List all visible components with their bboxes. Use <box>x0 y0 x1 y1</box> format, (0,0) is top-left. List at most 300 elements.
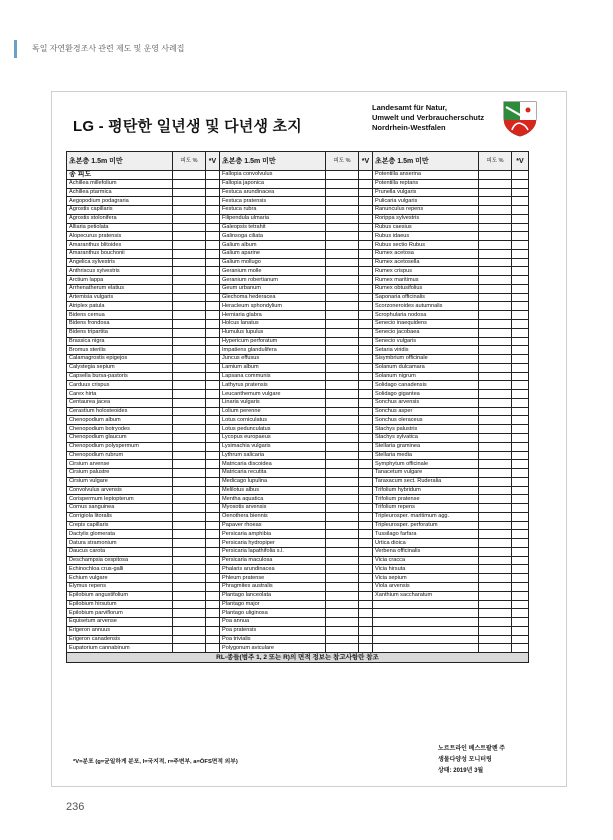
distribution-cell[interactable] <box>206 223 220 232</box>
distribution-cell[interactable] <box>512 337 529 346</box>
cover-cell[interactable] <box>479 179 512 188</box>
cover-cell[interactable] <box>479 311 512 320</box>
distribution-cell[interactable] <box>206 346 220 355</box>
cover-cell[interactable] <box>326 355 359 364</box>
cover-cell[interactable] <box>479 223 512 232</box>
cover-cell[interactable] <box>326 442 359 451</box>
cover-cell[interactable] <box>173 495 206 504</box>
cover-cell[interactable] <box>479 258 512 267</box>
distribution-cell[interactable] <box>359 600 373 609</box>
distribution-cell[interactable] <box>359 556 373 565</box>
cover-cell[interactable] <box>479 565 512 574</box>
cover-cell[interactable] <box>326 565 359 574</box>
cover-cell[interactable] <box>479 495 512 504</box>
distribution-cell[interactable] <box>206 416 220 425</box>
cover-cell[interactable] <box>326 407 359 416</box>
distribution-cell[interactable] <box>512 214 529 223</box>
distribution-cell[interactable] <box>359 626 373 635</box>
cover-cell[interactable] <box>479 188 512 197</box>
cover-cell[interactable] <box>326 311 359 320</box>
cover-cell[interactable] <box>479 626 512 635</box>
distribution-cell[interactable] <box>512 398 529 407</box>
cover-cell[interactable] <box>479 249 512 258</box>
cover-cell[interactable] <box>326 644 359 653</box>
cover-cell[interactable] <box>326 390 359 399</box>
cover-cell[interactable] <box>479 372 512 381</box>
distribution-cell[interactable] <box>512 600 529 609</box>
cover-cell[interactable] <box>173 179 206 188</box>
cover-cell[interactable] <box>479 276 512 285</box>
distribution-cell[interactable] <box>512 644 529 653</box>
distribution-cell[interactable] <box>206 547 220 556</box>
cover-cell[interactable] <box>326 626 359 635</box>
distribution-cell[interactable] <box>512 442 529 451</box>
distribution-cell[interactable] <box>512 320 529 329</box>
cover-cell[interactable] <box>326 363 359 372</box>
distribution-cell[interactable] <box>359 390 373 399</box>
distribution-cell[interactable] <box>206 258 220 267</box>
distribution-cell[interactable] <box>512 635 529 644</box>
distribution-cell[interactable] <box>206 442 220 451</box>
cover-cell[interactable] <box>479 582 512 591</box>
cover-cell[interactable] <box>173 591 206 600</box>
cover-cell[interactable] <box>479 486 512 495</box>
distribution-cell[interactable] <box>359 232 373 241</box>
cover-cell[interactable] <box>479 512 512 521</box>
distribution-cell[interactable] <box>206 381 220 390</box>
cover-cell[interactable] <box>479 197 512 206</box>
cover-cell[interactable] <box>173 284 206 293</box>
distribution-cell[interactable] <box>512 206 529 215</box>
cover-cell[interactable] <box>173 477 206 486</box>
cover-cell[interactable] <box>173 188 206 197</box>
distribution-cell[interactable] <box>206 477 220 486</box>
distribution-cell[interactable] <box>359 328 373 337</box>
distribution-cell[interactable] <box>206 363 220 372</box>
cover-cell[interactable] <box>173 626 206 635</box>
distribution-cell[interactable] <box>359 223 373 232</box>
cover-cell[interactable] <box>326 241 359 250</box>
distribution-cell[interactable] <box>512 328 529 337</box>
cover-cell[interactable] <box>326 337 359 346</box>
distribution-cell[interactable] <box>359 214 373 223</box>
cover-cell[interactable] <box>326 381 359 390</box>
distribution-cell[interactable] <box>512 425 529 434</box>
cover-cell[interactable] <box>326 477 359 486</box>
cover-cell[interactable] <box>173 241 206 250</box>
cover-cell[interactable] <box>173 460 206 469</box>
cover-cell[interactable] <box>173 346 206 355</box>
distribution-cell[interactable] <box>206 407 220 416</box>
distribution-cell[interactable] <box>206 372 220 381</box>
cover-cell[interactable] <box>173 249 206 258</box>
cover-cell[interactable] <box>479 381 512 390</box>
distribution-cell[interactable] <box>206 582 220 591</box>
distribution-cell[interactable] <box>512 390 529 399</box>
distribution-cell[interactable] <box>206 293 220 302</box>
cover-cell[interactable] <box>479 556 512 565</box>
distribution-cell[interactable] <box>359 372 373 381</box>
distribution-cell[interactable] <box>359 355 373 364</box>
distribution-cell[interactable] <box>512 284 529 293</box>
cover-cell[interactable] <box>326 618 359 627</box>
distribution-cell[interactable] <box>512 381 529 390</box>
distribution-cell[interactable] <box>512 179 529 188</box>
distribution-cell[interactable] <box>206 337 220 346</box>
distribution-cell[interactable] <box>512 363 529 372</box>
distribution-cell[interactable] <box>206 451 220 460</box>
distribution-cell[interactable] <box>512 346 529 355</box>
distribution-cell[interactable] <box>206 390 220 399</box>
cover-cell[interactable] <box>326 600 359 609</box>
distribution-cell[interactable] <box>359 416 373 425</box>
cover-cell[interactable] <box>173 206 206 215</box>
cover-cell[interactable] <box>173 407 206 416</box>
cover-cell[interactable] <box>173 232 206 241</box>
distribution-cell[interactable] <box>359 530 373 539</box>
distribution-cell[interactable] <box>206 328 220 337</box>
cover-cell[interactable] <box>326 469 359 478</box>
cover-cell[interactable] <box>326 425 359 434</box>
distribution-cell[interactable] <box>512 293 529 302</box>
cover-cell[interactable] <box>173 328 206 337</box>
cover-cell[interactable] <box>326 320 359 329</box>
cover-cell[interactable] <box>326 179 359 188</box>
cover-cell[interactable] <box>479 407 512 416</box>
distribution-cell[interactable] <box>206 171 220 180</box>
distribution-cell[interactable] <box>206 469 220 478</box>
cover-cell[interactable] <box>326 197 359 206</box>
distribution-cell[interactable] <box>359 206 373 215</box>
cover-cell[interactable] <box>173 337 206 346</box>
distribution-cell[interactable] <box>512 267 529 276</box>
distribution-cell[interactable] <box>512 249 529 258</box>
distribution-cell[interactable] <box>359 179 373 188</box>
distribution-cell[interactable] <box>512 355 529 364</box>
distribution-cell[interactable] <box>512 372 529 381</box>
distribution-cell[interactable] <box>359 495 373 504</box>
cover-cell[interactable] <box>326 214 359 223</box>
distribution-cell[interactable] <box>512 504 529 513</box>
distribution-cell[interactable] <box>512 258 529 267</box>
cover-cell[interactable] <box>173 469 206 478</box>
distribution-cell[interactable] <box>359 521 373 530</box>
distribution-cell[interactable] <box>206 495 220 504</box>
distribution-cell[interactable] <box>206 249 220 258</box>
distribution-cell[interactable] <box>512 188 529 197</box>
distribution-cell[interactable] <box>512 302 529 311</box>
cover-cell[interactable] <box>173 644 206 653</box>
distribution-cell[interactable] <box>359 337 373 346</box>
distribution-cell[interactable] <box>512 626 529 635</box>
distribution-cell[interactable] <box>206 530 220 539</box>
distribution-cell[interactable] <box>512 591 529 600</box>
cover-cell[interactable] <box>326 372 359 381</box>
cover-cell[interactable] <box>326 232 359 241</box>
cover-cell[interactable] <box>479 644 512 653</box>
distribution-cell[interactable] <box>359 425 373 434</box>
cover-cell[interactable] <box>326 574 359 583</box>
cover-cell[interactable] <box>173 433 206 442</box>
distribution-cell[interactable] <box>206 618 220 627</box>
distribution-cell[interactable] <box>512 530 529 539</box>
cover-cell[interactable] <box>479 591 512 600</box>
cover-cell[interactable] <box>479 530 512 539</box>
cover-cell[interactable] <box>479 618 512 627</box>
cover-cell[interactable] <box>326 512 359 521</box>
cover-cell[interactable] <box>326 486 359 495</box>
cover-cell[interactable] <box>479 477 512 486</box>
distribution-cell[interactable] <box>206 609 220 618</box>
distribution-cell[interactable] <box>206 284 220 293</box>
cover-cell[interactable] <box>479 433 512 442</box>
cover-cell[interactable] <box>326 495 359 504</box>
distribution-cell[interactable] <box>206 179 220 188</box>
cover-cell[interactable] <box>173 512 206 521</box>
distribution-cell[interactable] <box>359 398 373 407</box>
cover-cell[interactable] <box>479 547 512 556</box>
cover-cell[interactable] <box>173 171 206 180</box>
distribution-cell[interactable] <box>512 547 529 556</box>
distribution-cell[interactable] <box>206 276 220 285</box>
distribution-cell[interactable] <box>359 442 373 451</box>
cover-cell[interactable] <box>326 328 359 337</box>
distribution-cell[interactable] <box>206 320 220 329</box>
distribution-cell[interactable] <box>359 635 373 644</box>
cover-cell[interactable] <box>479 390 512 399</box>
cover-cell[interactable] <box>479 539 512 548</box>
distribution-cell[interactable] <box>359 565 373 574</box>
distribution-cell[interactable] <box>206 433 220 442</box>
cover-cell[interactable] <box>479 469 512 478</box>
distribution-cell[interactable] <box>512 512 529 521</box>
cover-cell[interactable] <box>326 591 359 600</box>
distribution-cell[interactable] <box>359 582 373 591</box>
distribution-cell[interactable] <box>206 574 220 583</box>
cover-cell[interactable] <box>479 600 512 609</box>
distribution-cell[interactable] <box>206 206 220 215</box>
cover-cell[interactable] <box>326 635 359 644</box>
cover-cell[interactable] <box>326 223 359 232</box>
distribution-cell[interactable] <box>359 284 373 293</box>
cover-cell[interactable] <box>326 582 359 591</box>
distribution-cell[interactable] <box>512 574 529 583</box>
distribution-cell[interactable] <box>359 618 373 627</box>
cover-cell[interactable] <box>479 328 512 337</box>
distribution-cell[interactable] <box>359 381 373 390</box>
distribution-cell[interactable] <box>206 188 220 197</box>
cover-cell[interactable] <box>173 547 206 556</box>
cover-cell[interactable] <box>173 276 206 285</box>
cover-cell[interactable] <box>173 320 206 329</box>
cover-cell[interactable] <box>326 451 359 460</box>
cover-cell[interactable] <box>173 372 206 381</box>
distribution-cell[interactable] <box>359 644 373 653</box>
distribution-cell[interactable] <box>206 565 220 574</box>
cover-cell[interactable] <box>173 504 206 513</box>
distribution-cell[interactable] <box>206 355 220 364</box>
cover-cell[interactable] <box>326 504 359 513</box>
distribution-cell[interactable] <box>359 293 373 302</box>
cover-cell[interactable] <box>479 241 512 250</box>
distribution-cell[interactable] <box>206 635 220 644</box>
cover-cell[interactable] <box>173 390 206 399</box>
distribution-cell[interactable] <box>359 363 373 372</box>
cover-cell[interactable] <box>173 600 206 609</box>
cover-cell[interactable] <box>479 267 512 276</box>
cover-cell[interactable] <box>173 565 206 574</box>
distribution-cell[interactable] <box>359 451 373 460</box>
cover-cell[interactable] <box>326 416 359 425</box>
distribution-cell[interactable] <box>206 460 220 469</box>
distribution-cell[interactable] <box>512 433 529 442</box>
cover-cell[interactable] <box>479 355 512 364</box>
cover-cell[interactable] <box>479 284 512 293</box>
distribution-cell[interactable] <box>359 346 373 355</box>
distribution-cell[interactable] <box>206 539 220 548</box>
cover-cell[interactable] <box>326 547 359 556</box>
distribution-cell[interactable] <box>359 512 373 521</box>
distribution-cell[interactable] <box>359 249 373 258</box>
cover-cell[interactable] <box>479 232 512 241</box>
distribution-cell[interactable] <box>359 547 373 556</box>
cover-cell[interactable] <box>479 302 512 311</box>
cover-cell[interactable] <box>326 293 359 302</box>
cover-cell[interactable] <box>326 521 359 530</box>
cover-cell[interactable] <box>479 635 512 644</box>
distribution-cell[interactable] <box>206 398 220 407</box>
distribution-cell[interactable] <box>359 197 373 206</box>
cover-cell[interactable] <box>173 556 206 565</box>
distribution-cell[interactable] <box>512 171 529 180</box>
cover-cell[interactable] <box>173 293 206 302</box>
cover-cell[interactable] <box>479 398 512 407</box>
distribution-cell[interactable] <box>206 232 220 241</box>
distribution-cell[interactable] <box>512 241 529 250</box>
distribution-cell[interactable] <box>512 539 529 548</box>
cover-cell[interactable] <box>173 425 206 434</box>
cover-cell[interactable] <box>479 460 512 469</box>
distribution-cell[interactable] <box>512 477 529 486</box>
cover-cell[interactable] <box>479 442 512 451</box>
distribution-cell[interactable] <box>512 565 529 574</box>
distribution-cell[interactable] <box>206 311 220 320</box>
cover-cell[interactable] <box>173 311 206 320</box>
cover-cell[interactable] <box>173 223 206 232</box>
distribution-cell[interactable] <box>206 302 220 311</box>
cover-cell[interactable] <box>173 574 206 583</box>
distribution-cell[interactable] <box>359 486 373 495</box>
cover-cell[interactable] <box>326 249 359 258</box>
distribution-cell[interactable] <box>359 469 373 478</box>
distribution-cell[interactable] <box>359 276 373 285</box>
distribution-cell[interactable] <box>359 267 373 276</box>
cover-cell[interactable] <box>479 171 512 180</box>
distribution-cell[interactable] <box>206 591 220 600</box>
distribution-cell[interactable] <box>512 197 529 206</box>
distribution-cell[interactable] <box>359 609 373 618</box>
cover-cell[interactable] <box>173 363 206 372</box>
cover-cell[interactable] <box>173 267 206 276</box>
distribution-cell[interactable] <box>206 644 220 653</box>
cover-cell[interactable] <box>479 214 512 223</box>
cover-cell[interactable] <box>173 582 206 591</box>
distribution-cell[interactable] <box>206 504 220 513</box>
cover-cell[interactable] <box>479 206 512 215</box>
cover-cell[interactable] <box>173 442 206 451</box>
cover-cell[interactable] <box>326 398 359 407</box>
cover-cell[interactable] <box>326 258 359 267</box>
cover-cell[interactable] <box>326 206 359 215</box>
cover-cell[interactable] <box>173 214 206 223</box>
distribution-cell[interactable] <box>206 521 220 530</box>
distribution-cell[interactable] <box>206 214 220 223</box>
distribution-cell[interactable] <box>359 591 373 600</box>
distribution-cell[interactable] <box>359 188 373 197</box>
distribution-cell[interactable] <box>512 451 529 460</box>
cover-cell[interactable] <box>173 416 206 425</box>
cover-cell[interactable] <box>173 635 206 644</box>
cover-cell[interactable] <box>173 521 206 530</box>
distribution-cell[interactable] <box>512 618 529 627</box>
cover-cell[interactable] <box>479 425 512 434</box>
cover-cell[interactable] <box>326 530 359 539</box>
cover-cell[interactable] <box>479 337 512 346</box>
distribution-cell[interactable] <box>359 504 373 513</box>
cover-cell[interactable] <box>479 320 512 329</box>
distribution-cell[interactable] <box>512 460 529 469</box>
distribution-cell[interactable] <box>359 320 373 329</box>
distribution-cell[interactable] <box>512 495 529 504</box>
distribution-cell[interactable] <box>512 469 529 478</box>
distribution-cell[interactable] <box>512 556 529 565</box>
distribution-cell[interactable] <box>512 521 529 530</box>
cover-cell[interactable] <box>173 258 206 267</box>
cover-cell[interactable] <box>173 381 206 390</box>
cover-cell[interactable] <box>479 521 512 530</box>
distribution-cell[interactable] <box>359 574 373 583</box>
distribution-cell[interactable] <box>359 302 373 311</box>
distribution-cell[interactable] <box>512 311 529 320</box>
cover-cell[interactable] <box>479 416 512 425</box>
distribution-cell[interactable] <box>512 232 529 241</box>
cover-cell[interactable] <box>326 346 359 355</box>
distribution-cell[interactable] <box>359 311 373 320</box>
cover-cell[interactable] <box>326 188 359 197</box>
cover-cell[interactable] <box>173 398 206 407</box>
distribution-cell[interactable] <box>359 258 373 267</box>
cover-cell[interactable] <box>479 363 512 372</box>
distribution-cell[interactable] <box>206 600 220 609</box>
cover-cell[interactable] <box>173 197 206 206</box>
cover-cell[interactable] <box>479 504 512 513</box>
cover-cell[interactable] <box>479 609 512 618</box>
cover-cell[interactable] <box>326 171 359 180</box>
cover-cell[interactable] <box>173 355 206 364</box>
distribution-cell[interactable] <box>512 582 529 591</box>
distribution-cell[interactable] <box>359 171 373 180</box>
cover-cell[interactable] <box>173 609 206 618</box>
cover-cell[interactable] <box>326 302 359 311</box>
cover-cell[interactable] <box>173 530 206 539</box>
distribution-cell[interactable] <box>512 407 529 416</box>
cover-cell[interactable] <box>479 346 512 355</box>
cover-cell[interactable] <box>479 293 512 302</box>
distribution-cell[interactable] <box>512 276 529 285</box>
distribution-cell[interactable] <box>359 539 373 548</box>
cover-cell[interactable] <box>173 539 206 548</box>
distribution-cell[interactable] <box>512 223 529 232</box>
